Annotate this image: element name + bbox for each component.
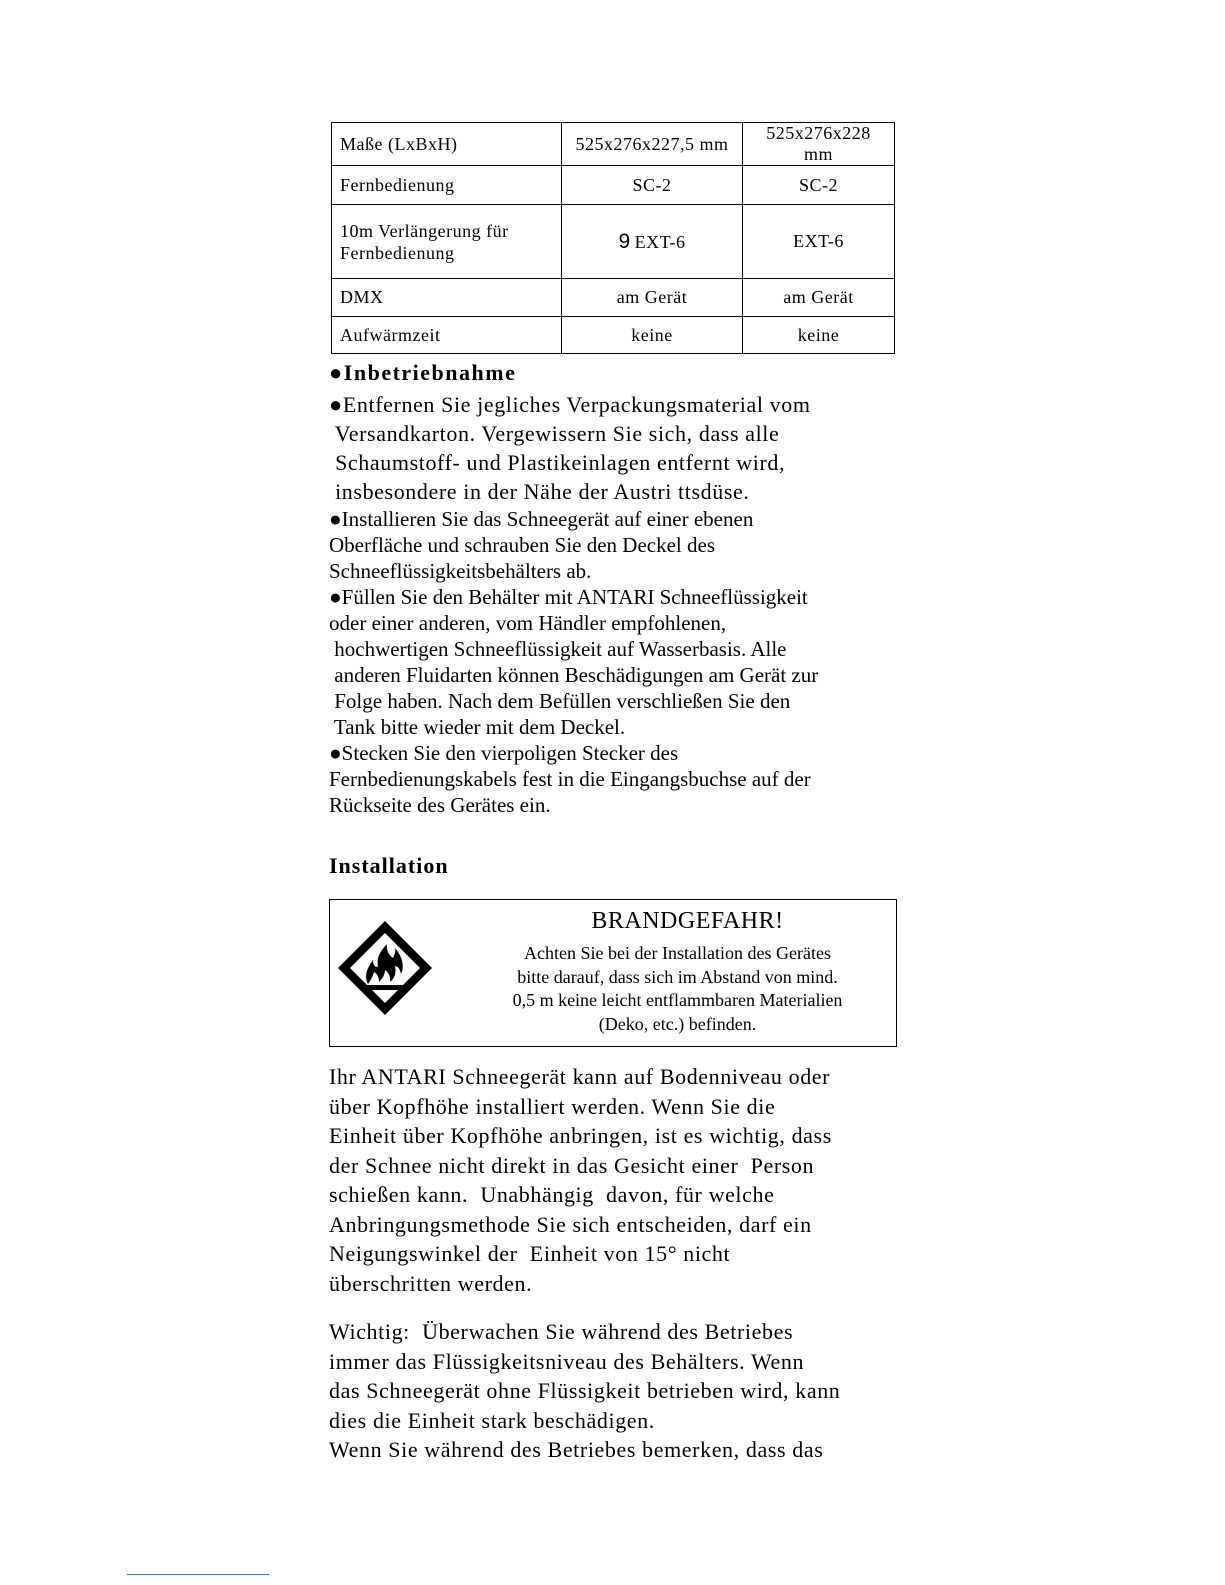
spec-label: Fernbedienung xyxy=(332,166,562,205)
spec-label: 10m Verlängerung für Fernbedienung xyxy=(332,205,562,279)
spec-value: am Gerät xyxy=(743,279,895,317)
spec-value: keine xyxy=(743,317,895,354)
spec-value: SC-2 xyxy=(743,166,895,205)
spec-value: EXT-6 xyxy=(743,205,895,279)
spec-value: keine xyxy=(562,317,743,354)
table-row xyxy=(332,279,895,317)
spec-table xyxy=(331,122,895,354)
spec-value xyxy=(562,205,743,279)
section-heading-inbetriebnahme: ●Inbetriebnahme xyxy=(329,360,517,385)
flame-hazard-icon xyxy=(335,918,435,1018)
spec-value: SC-2 xyxy=(562,166,743,205)
fire-warning-box xyxy=(329,899,897,1047)
warning-title: BRANDGEFAHR! xyxy=(591,908,784,934)
spec-label: DMX xyxy=(332,279,562,317)
footer-link-underline xyxy=(127,1574,269,1575)
spec-label: Maße (LxBxH) xyxy=(332,123,562,166)
inbetriebnahme-paragraph-1: ●Entfernen Sie jegliches Verpackungsmaterial vom Versandkarton. Vergewissern Sie sich, dass alle Schaumstoff- und Plastikeinlagen entfernt wird, insbesondere in der Nähe der Austri ttsdüse. xyxy=(329,392,811,504)
inbetriebnahme-paragraph-2: ●Installieren Sie das Schneegerät auf einer ebenen Oberfläche und schrauben Sie den Deckel des Schneeflüssigkeitsbehälters ab. ●Füllen Sie den Behälter mit ANTARI Schneeflüssigkeit oder einer anderen, vom Händler empfohlenen, hochwertigen Schneeflüssigkeit auf Wasserbasis. Alle anderen Fluidarten können Beschädigungen am Gerät zur Folge haben. Nach dem Befüllen verschließen Sie den Tank bitte wieder mit dem Deckel. ●Stecken Sie den vierpoligen Stecker des Fernbedienungskabels fest in die Eingangsbuchse auf der Rückseite des Gerätes ein. xyxy=(329,507,819,817)
installation-paragraph-2: Wichtig: Überwachen Sie während des Betriebes immer das Flüssigkeitsniveau des Behälters. Wenn das Schneegerät ohne Flüssigkeit betrieben wird, kann dies die Einheit stark beschädigen. Wenn Sie während des Betriebes bemerken, dass das xyxy=(329,1319,841,1462)
table-row xyxy=(332,123,895,166)
spec-label: Aufwärmzeit xyxy=(332,317,562,354)
table-row xyxy=(332,205,895,279)
spec-value: am Gerät xyxy=(562,279,743,317)
spec-value: 525x276x228 mm xyxy=(743,123,895,166)
installation-paragraph-1: Ihr ANTARI Schneegerät kann auf Bodenniveau oder über Kopfhöhe installiert werden. Wenn Sie die Einheit über Kopfhöhe anbringen, ist es wichtig, dass der Schnee nicht direkt in das Gesicht einer Person schießen kann. Unabhängig davon, für welche Anbringungsmethode Sie sich entscheiden, darf ein Neigungswinkel der Einheit von 15° nicht überschritten werden. xyxy=(329,1064,832,1296)
spec-value-text: EXT-6 xyxy=(634,231,686,252)
section-heading-installation: Installation xyxy=(329,853,449,878)
table-row xyxy=(332,317,895,354)
spec-value: 525x276x227,5 mm xyxy=(562,123,743,166)
warning-text: Achten Sie bei der Installation des Gerätes bitte darauf, dass sich im Abstand von mind. 0,5 m keine leicht entflammbaren Materialien (Deko, etc.) befinden. xyxy=(512,943,843,1034)
table-row xyxy=(332,166,895,205)
spec-value-prefix: 9 xyxy=(618,229,631,253)
